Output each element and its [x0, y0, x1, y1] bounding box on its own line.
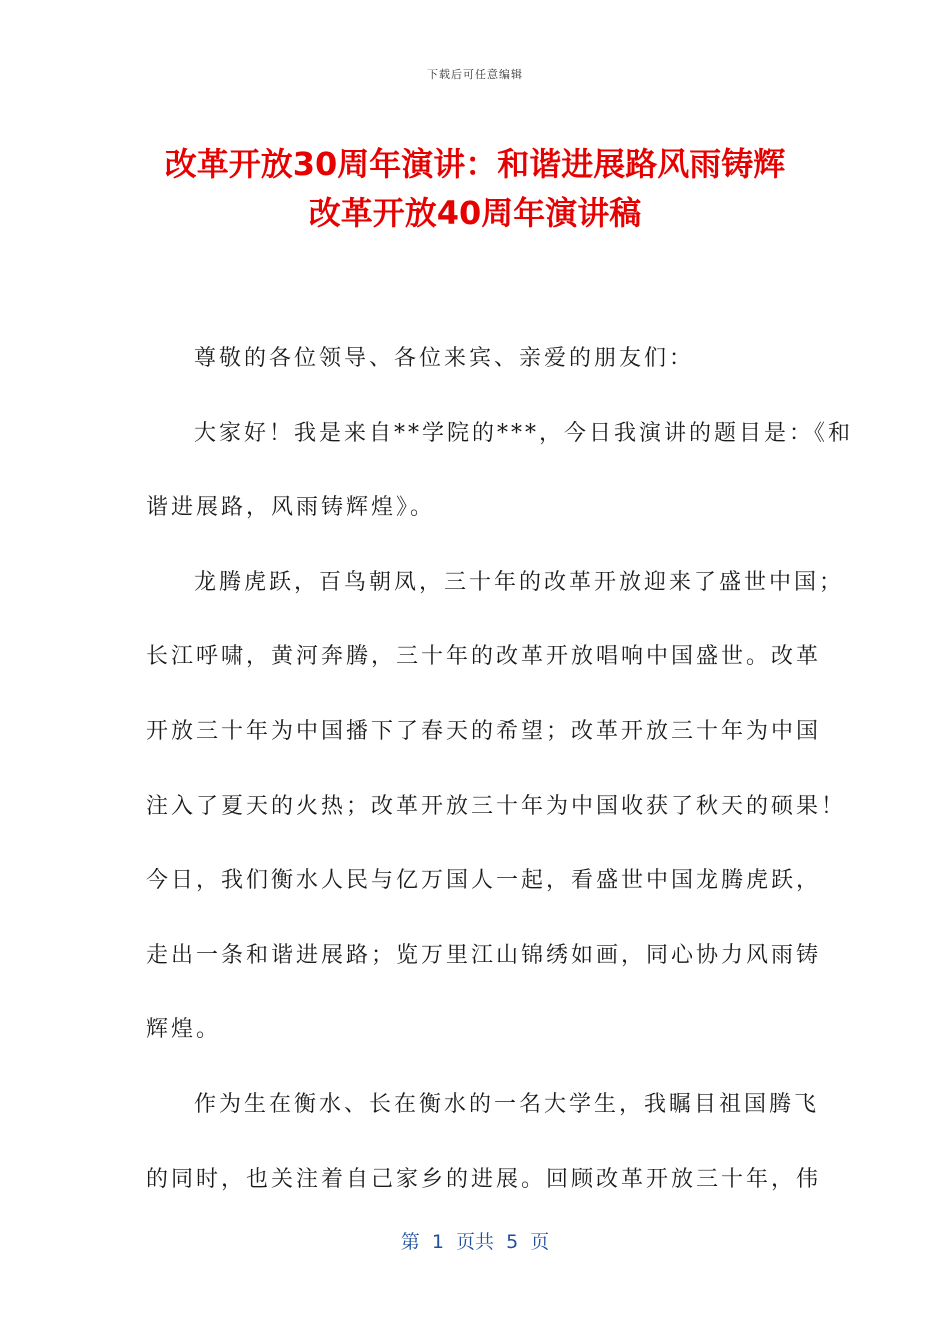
text-line: 今日，我们衡水人民与亿万国人一起，看盛世中国龙腾虎跃，	[146, 868, 822, 894]
text-line: 谐进展路，风雨铸辉煌》。	[146, 495, 436, 521]
text-line: 注入了夏天的火热；改革开放三十年为中国收获了秋天的硕果！	[146, 793, 847, 819]
title-line-1: 改革开放30周年演讲：和谐进展路风雨铸辉	[164, 145, 786, 183]
text-line: 长江呼啸，黄河奔腾，三十年的改革开放唱响中国盛世。改革	[146, 644, 822, 670]
document-title	[60, 140, 890, 238]
text-line: 尊敬的各位领导、各位来宾、亲爱的朋友们：	[194, 346, 695, 371]
text-line: 走出一条和谐进展路；览万里江山锦绣如画，同心协力风雨铸	[146, 942, 822, 968]
text-line: 的同时，也关注着自己家乡的进展。回顾改革开放三十年，伟	[146, 1166, 822, 1192]
title-line-2: 改革开放40周年演讲稿	[308, 194, 642, 232]
text-line: 作为生在衡水、长在衡水的一名大学生，我瞩目祖国腾飞	[194, 1091, 820, 1117]
text-line: 辉煌。	[146, 1017, 222, 1043]
body-text	[146, 322, 854, 1217]
page-footer: 第 1 页共 5 页	[400, 1231, 550, 1253]
text-line: 龙腾虎跃，百鸟朝凤，三十年的改革开放迎来了盛世中国；	[194, 569, 845, 595]
text-line: 开放三十年为中国播下了春天的希望；改革开放三十年为中国	[146, 718, 822, 744]
text-line: 大家好！我是来自**学院的***，今日我演讲的题目是：《和	[194, 420, 854, 446]
header-note: 下载后可任意编辑	[427, 68, 523, 81]
